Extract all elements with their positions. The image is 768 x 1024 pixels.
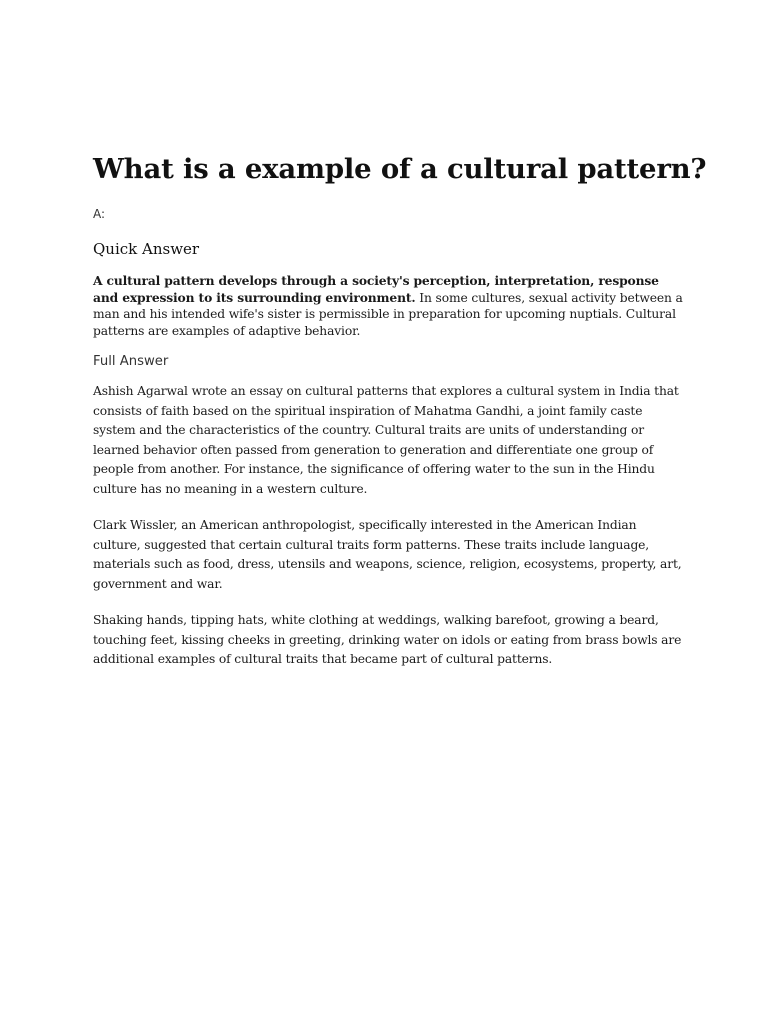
quick-answer-body-text: In some cultures, sexual activity between a man and his intended wife's sister is permissible in preparation for upcoming nuptials. Cultural patterns are examples of adaptive behavior. xyxy=(93,290,683,338)
quick-answer-text xyxy=(93,273,683,339)
quick-answer-bold-text: A cultural pattern develops through a society's perception, interpretation, response and expression to its surrounding environment. xyxy=(93,273,659,305)
full-answer-paragraph-3: Shaking hands, tipping hats, white clothing at weddings, walking barefoot, growing a beard, touching feet, kissing cheeks in greeting, drinking water on idols or eating from brass bowls are additional examples of cultural traits that became part of cultural patterns. xyxy=(93,613,682,666)
full-answer-paragraph-1: Ashish Agarwal wrote an essay on cultural patterns that explores a cultural system in India that consists of faith based on the spiritual inspiration of Mahatma Gandhi, a joint family caste system and the characteristics of the country. Cultural traits are units of understanding or learned behavior often passed from generation to generation and differentiate one group of people from another. For instance, the significance of offering water to the sun in the Hindu culture has no meaning in a western culture. xyxy=(93,384,679,496)
quick-answer-heading: Quick Answer xyxy=(93,240,200,258)
full-answer-heading: Full Answer xyxy=(93,354,169,369)
page-title: What is a example of a cultural pattern? xyxy=(93,153,707,185)
article xyxy=(93,150,707,670)
answer-label: A: xyxy=(93,207,106,221)
full-answer-paragraph-2: Clark Wissler, an American anthropologist, specifically interested in the American Indian culture, suggested that certain cultural traits form patterns. These traits include language, materials such as food, dress, utensils and weapons, science, religion, ecosystems, property, art, government and war. xyxy=(93,518,682,591)
